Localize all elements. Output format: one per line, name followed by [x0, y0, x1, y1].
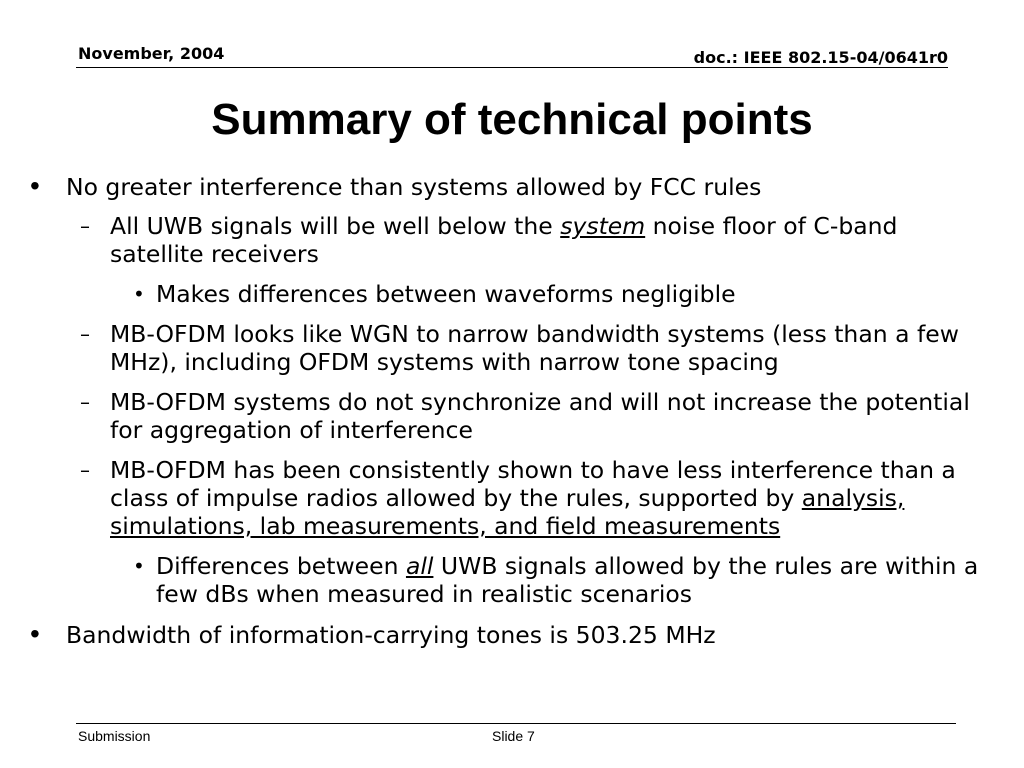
sub-bullet-2-text: MB-OFDM looks like WGN to narrow bandwidth systems (less than a few MHz), including OFDM systems with narrow tone spacing	[110, 320, 959, 376]
sub-sub-bullet-2-pre: Differences between	[156, 552, 406, 580]
dash-icon: –	[80, 322, 90, 346]
sub-bullet-1	[30, 212, 990, 268]
dash-icon: –	[80, 458, 90, 482]
sub-sub-bullet-1	[30, 280, 990, 308]
sub-bullet-1-emphasis: system	[560, 212, 646, 240]
slide-title: Summary of technical points	[211, 95, 813, 144]
bullet-1	[30, 172, 990, 202]
sub-sub-bullet-2-post: UWB signals allowed by the rules are within a few dBs when measured in realistic scenarios	[156, 552, 979, 608]
sub-bullet-4-underlined: analysis, simulations, lab measurements, and field measurements	[110, 484, 905, 540]
sub-bullet-1-post: noise floor of C-band satellite receivers	[110, 212, 898, 268]
footer-rule	[76, 723, 956, 724]
header-doc-id: doc.: IEEE 802.15-04/0641r0	[693, 48, 948, 67]
dash-icon: –	[80, 214, 90, 238]
sub-bullet-4-pre: MB-OFDM has been consistently shown to have less interference than a class of impulse radios allowed by the rules, supported by	[110, 456, 956, 512]
bullet-dot-icon: •	[30, 170, 40, 201]
bullet-2	[30, 620, 990, 650]
bullet-2-text: Bandwidth of information-carrying tones is 503.25 MHz	[66, 621, 716, 649]
sub-sub-bullet-1-text: Makes differences between waveforms negligible	[156, 280, 736, 308]
sub-sub-bullet-2	[30, 552, 990, 608]
sub-bullet-4	[30, 456, 990, 540]
dash-icon: –	[80, 390, 90, 414]
slide-body	[30, 172, 990, 660]
sub-bullet-2	[30, 320, 990, 376]
sub-bullet-1-pre: All UWB signals will be well below the	[110, 212, 561, 240]
bullet-dot-icon: •	[133, 282, 145, 306]
footer-submission: Submission	[78, 728, 151, 744]
bullet-dot-icon: •	[133, 554, 145, 578]
header-date: November, 2004	[78, 44, 225, 63]
bullet-1-text: No greater interference than systems allowed by FCC rules	[66, 173, 762, 201]
sub-sub-bullet-2-emphasis: all	[405, 552, 434, 580]
footer-slide-number: Slide 7	[492, 728, 535, 744]
bullet-dot-icon: •	[30, 618, 40, 649]
sub-bullet-3	[30, 388, 990, 444]
header-rule	[76, 67, 948, 68]
sub-bullet-3-text: MB-OFDM systems do not synchronize and will not increase the potential for aggregation of interference	[110, 388, 970, 444]
